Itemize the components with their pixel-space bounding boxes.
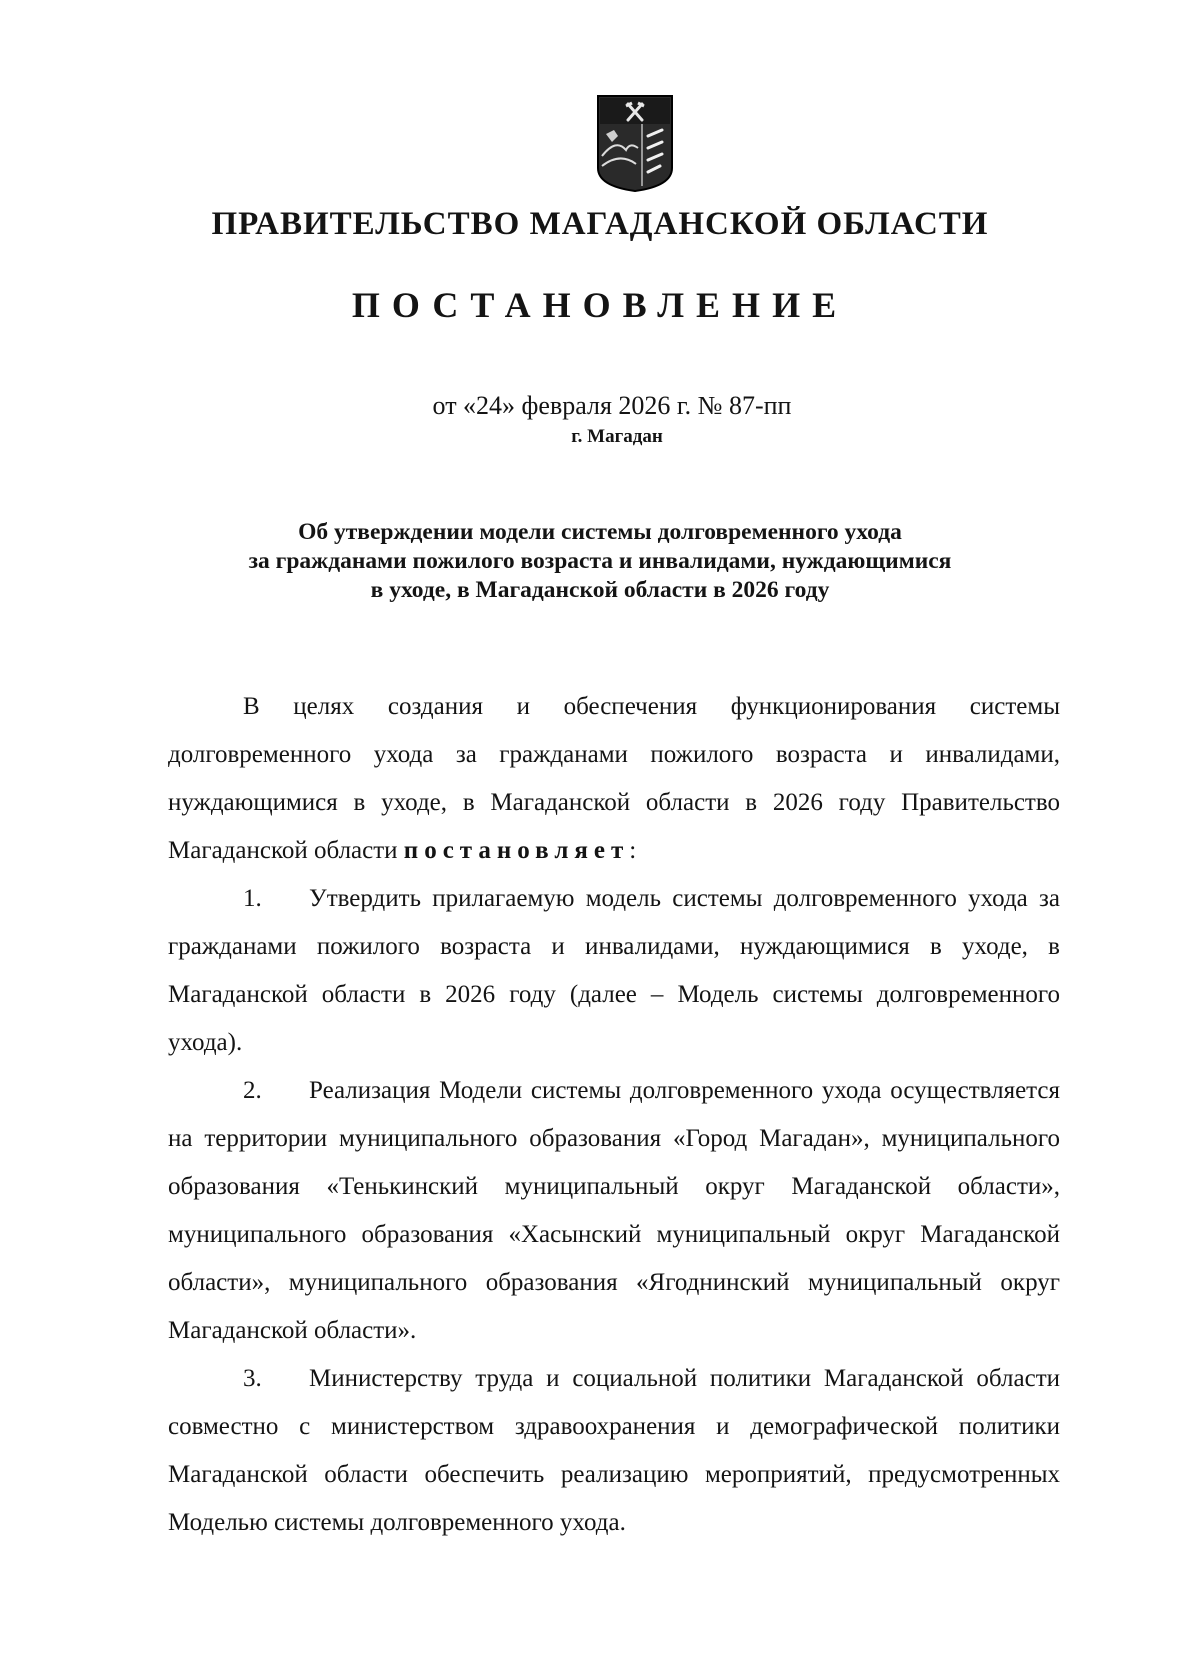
title-line: в уходе, в Магаданской области в 2026 году [370,577,830,603]
clause-paragraph [168,1067,1060,1355]
issuing-authority: ПРАВИТЕЛЬСТВО МАГАДАНСКОЙ ОБЛАСТИ [211,206,989,242]
clause-number: 3. [243,1365,262,1392]
document-title [150,518,1050,605]
title-line: за гражданами пожилого возраста и инвалидами, нуждающимися [248,548,952,574]
preamble-paragraph [168,683,1060,875]
clause-text: Утвердить прилагаемую модель системы долговременного ухода за гражданами пожилого возраста и инвалидами, нуждающимися в уходе, в Магаданской области в 2026 году (далее – Модель системы долговременного ухода). [168,885,1060,1056]
preamble-text: В целях создания и обеспечения функционирования системы долговременного ухода за гражданами пожилого возраста и инвалидами, нуждающимися в уходе, в Магаданской области в 2026 году Правительство Магаданской области [168,693,1060,864]
clause-text: Министерству труда и социальной политики Магаданской области совместно с министерством здравоохранения и демографической политики Магаданской области обеспечить реализацию мероприятий, предусмотренных Моделью системы долговременного ухода. [168,1365,1060,1536]
clause-number: 1. [243,885,262,912]
document-type-heading: ПОСТАНОВЛЕНИЕ [351,285,849,325]
title-line: Об утверждении модели системы долговременного ухода [298,519,902,545]
preamble-tail: : [629,837,637,864]
clause-number: 2. [243,1077,262,1104]
clause-text: Реализация Модели системы долговременного ухода осуществляется на территории муниципального образования «Город Магадан», муниципального образования «Тенькинский муниципальный округ Магаданской области», муниципального образования «Хасынский муниципальный округ Магаданской области», муниципального образования «Ягоднинский муниципальный округ Магаданской области». [168,1077,1060,1344]
document-date-number: от «24» февраля 2026 г. № 87-пп [432,391,792,420]
decree-word: постановляет [403,837,630,864]
clause-paragraph [168,1355,1060,1547]
document-body [168,683,1060,1547]
clause-paragraph [168,875,1060,1067]
document-city: г. Магадан [571,426,663,447]
coat-of-arms-emblem [596,94,674,192]
